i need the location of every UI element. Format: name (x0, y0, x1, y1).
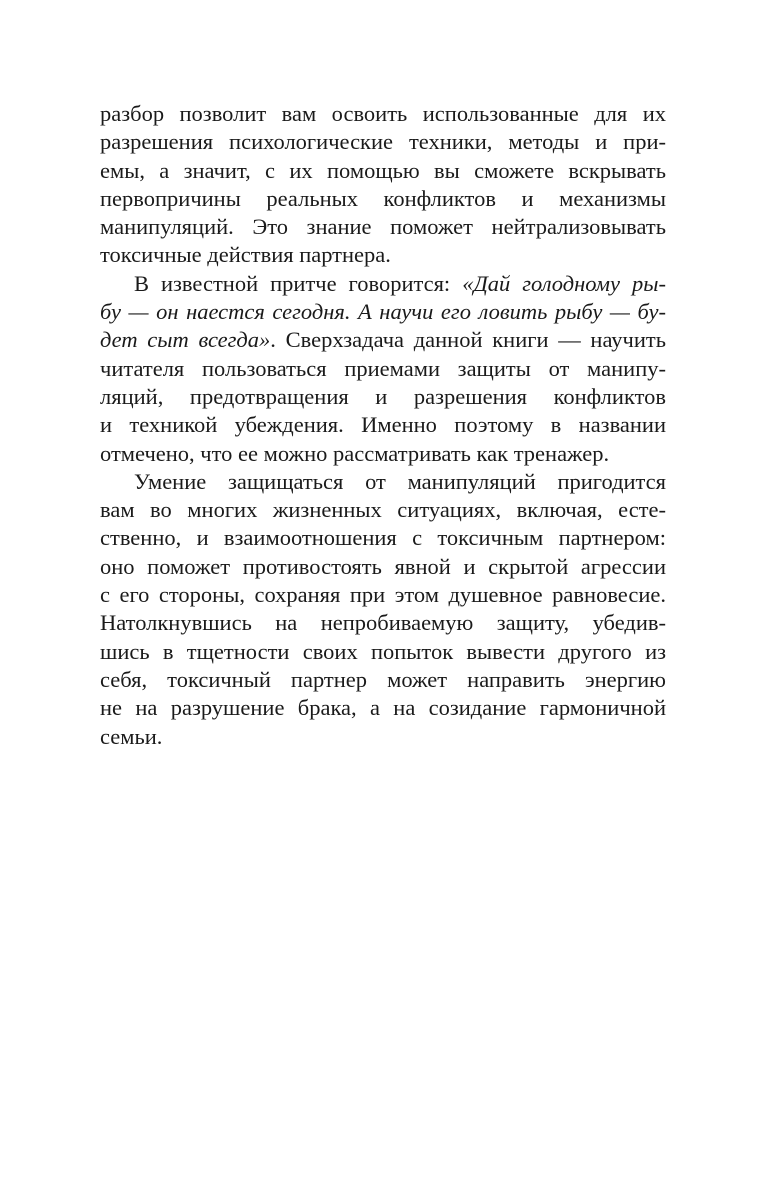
text-segment: манипуляций. Это знание поможет нейтрализовывать (100, 214, 666, 240)
paragraph-end-line (100, 723, 666, 751)
paragraph-start-line (100, 468, 666, 496)
text-segment: . Сверхзадача данной книги — научить (270, 327, 666, 353)
text-line (100, 524, 666, 552)
italic-quote: дет сыт всегда» (100, 327, 271, 353)
text-line (100, 128, 666, 156)
paragraph-end-line (100, 440, 666, 468)
text-segment: разбор позволит вам освоить использованные для их (100, 101, 666, 126)
text-segment: и техникой убеждения. Именно поэтому в названии (100, 412, 666, 438)
italic-quote: «Дай голодному ры- (462, 270, 667, 296)
text-line (100, 496, 666, 524)
text-line (100, 213, 666, 241)
text-segment: себя, токсичный партнер может направить энергию (100, 666, 666, 692)
text-segment: отмечено, что ее можно рассматривать как тренажер. (100, 440, 610, 466)
text-segment: ственно, и взаимоотношения с токсичным партнером: (100, 525, 666, 551)
text-line (100, 666, 666, 694)
text-line (100, 100, 666, 128)
text-line (100, 411, 666, 439)
text-line (100, 326, 666, 354)
text-segment: читателя пользоваться приемами защиты от манипу- (100, 355, 666, 381)
text-line (100, 355, 666, 383)
italic-quote: бу — он наестся сегодня. А научи его ловить рыбу — бу- (100, 299, 666, 325)
text-line (100, 553, 666, 581)
text-line (100, 383, 666, 411)
body-text (100, 100, 666, 751)
paragraph-end-line (100, 241, 666, 269)
text-segment: оно поможет противостоять явной и скрытой агрессии (100, 553, 666, 579)
text-line (100, 694, 666, 722)
text-segment: ляций, предотвращения и разрешения конфликтов (100, 383, 666, 409)
text-line (100, 157, 666, 185)
text-line (100, 609, 666, 637)
text-segment: шись в тщетности своих попыток вывести другого из (100, 638, 666, 664)
text-segment: разрешения психологические техники, методы и при- (100, 129, 666, 155)
text-segment: с его стороны, сохраняя при этом душевное равновесие. (100, 582, 666, 608)
text-segment: емы, а значит, с их помощью вы сможете вскрывать (100, 157, 666, 183)
text-segment: токсичные действия партнера. (100, 242, 391, 268)
text-segment: вам во многих жизненных ситуациях, включая, есте- (100, 497, 666, 523)
text-line (100, 185, 666, 213)
paragraph-start-line (100, 270, 666, 298)
text-segment: семьи. (100, 723, 163, 749)
text-segment: первопричины реальных конфликтов и механизмы (100, 185, 666, 211)
text-line (100, 298, 666, 326)
text-line (100, 581, 666, 609)
text-segment: Умение защищаться от манипуляций пригодится (134, 468, 666, 494)
text-line (100, 638, 666, 666)
text-segment: Натолкнувшись на непробиваемую защиту, убедив- (100, 610, 666, 636)
text-segment: не на разрушение брака, а на созидание гармоничной (100, 695, 666, 721)
text-segment: В известной притче говорится: (134, 270, 463, 296)
